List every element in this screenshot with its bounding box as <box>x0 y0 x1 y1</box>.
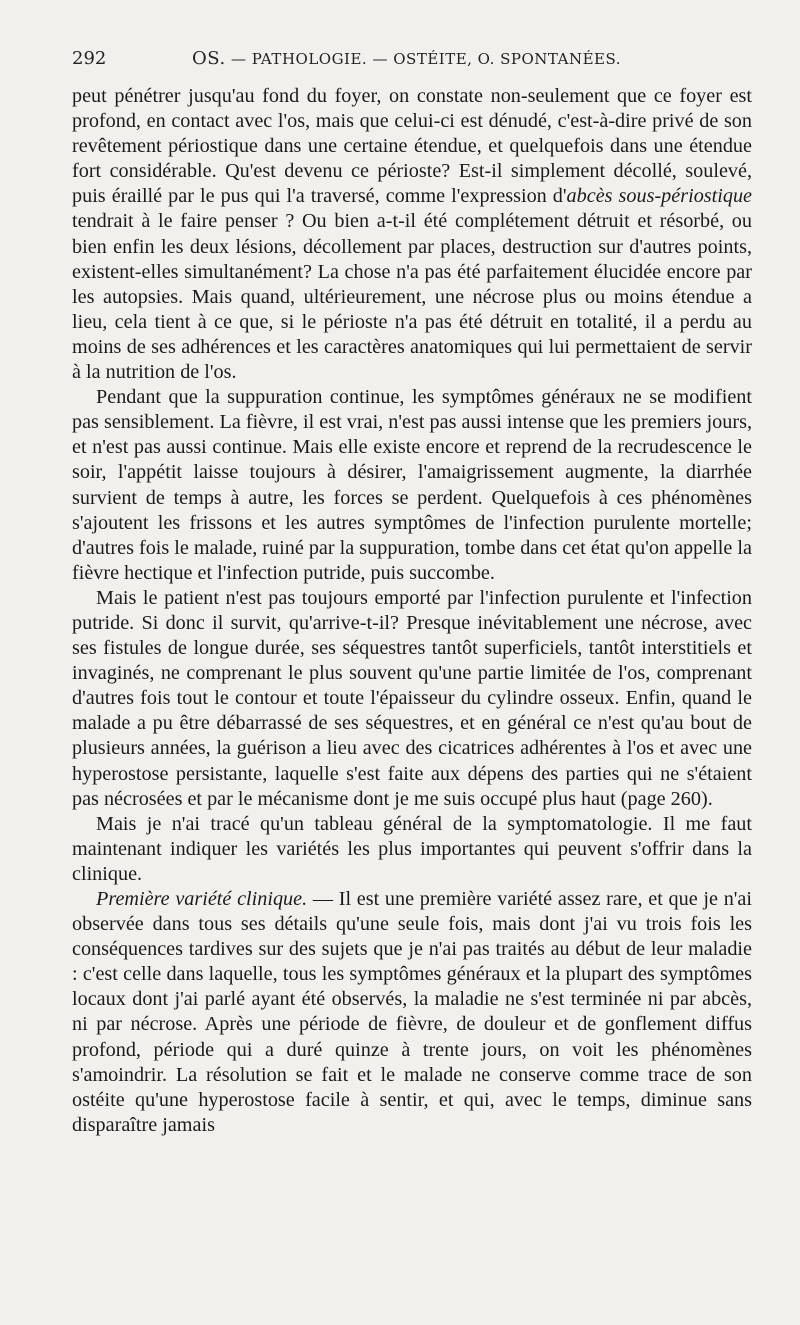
paragraph-2: Pendant que la suppuration continue, les symptômes généraux ne se modifient pas sensiblement. La fièvre, il est vrai, n'est pas aussi intense que les premiers jours, et n'est pas aussi continue. Mais elle existe encore et reprend de la recrudescence le soir, l'appétit laisse toujours à désirer, l'amaigrissement augmente, la diarrhée survient de temps à autre, les forces se perdent. Quelquefois à ces phénomènes s'ajoutent les frissons et les autres symptômes de l'infection purulente mortelle; d'autres fois le malade, ruiné par la suppuration, tombe dans cet état qu'on appelle la fièvre hectique et l'infection putride, puis succombe. <box>72 386 752 584</box>
paragraph-3: Mais le patient n'est pas toujours emporté par l'infection purulente et l'infection putride. Si donc il survit, qu'arrive-t-il? Presque inévitablement une nécrose, avec ses fistules de longue durée, ses séquestres tantôt superficiels, tantôt interstitiels et invaginés, ne comprenant le plus souvent qu'une partie limitée de l'os, comprenant d'autres fois tout le contour et toute l'épaisseur du cylindre osseux. Enfin, quand le malade a pu être débarrassé de ses séquestres, et en général ce n'est qu'au bout de plusieurs années, la guérison a lieu avec des cicatrices adhérentes à l'os et avec une hyperostose persistante, laquelle s'est faite aux dépens des parties qui ne s'étaient pas nécrosées et par le mécanisme dont je me suis occupé plus haut (page 260). <box>72 586 752 810</box>
paragraph-1-text-a: peut pénétrer jusqu'au fond du foyer, on constate non-seulement que ce foyer est profond, en contact avec l'os, mais que celui-ci est dénudé, c'est-à-dire privé de son revêtement périostique dans une certaine étendue, et quelquefois dans une étendue fort considérable. Qu'est devenu ce périoste? Est-il simplement décollé, soulevé, puis éraillé par le pus qui l'a traversé, comme l'expression d' <box>72 85 752 208</box>
book-page <box>72 48 752 1138</box>
paragraph-5 <box>72 887 752 1138</box>
page-number: 292 <box>72 48 107 69</box>
paragraph-1 <box>72 84 752 385</box>
paragraph-5-italic: Première variété clinique. <box>96 888 308 910</box>
paragraph-4: Mais je n'ai tracé qu'un tableau général de la symptomatologie. Il me faut maintenant indiquer les variétés les plus importantes qui peuvent s'offrir dans la clinique. <box>72 812 752 885</box>
page-header <box>72 48 752 76</box>
running-title-os: OS. <box>192 48 226 69</box>
running-title <box>192 48 752 69</box>
running-title-rest: — PATHOLOGIE. — OSTÉITE, O. SPONTANÉES. <box>225 50 621 68</box>
paragraph-1-italic: abcès sous-périostique <box>566 185 753 208</box>
paragraph-5-text: — Il est une première variété assez rare, et que je n'ai observée dans tous ses détails qu'une seule fois, mais dont j'ai vu trois fois les conséquences tardives sur des sujets que je n'ai pas traités au début de leur maladie : c'est celle dans laquelle, tous les symptômes généraux et la plupart des symptômes locaux dont j'ai parlé ayant été observés, la maladie ne s'est terminée ni par abcès, ni par nécrose. Après une période de fièvre, de douleur et de gonflement diffus profond, période qui a duré quinze à trente jours, on voit les phénomènes s'amoindrir. La résolution se fait et le malade ne conserve comme trace de son ostéite qu'une hyperostose facile à sentir, et qui, avec le temps, diminue sans disparaître jamais <box>72 888 752 1136</box>
body-text <box>72 84 752 1138</box>
paragraph-1-text-b: tendrait à le faire penser ? Ou bien a-t-il été complétement détruit et résorbé, ou bien enfin les deux lésions, décollement par places, destruction sur d'autres points, existent-elles simultanément? La chose n'a pas été parfaitement élucidée encore par les autopsies. Mais quand, ultérieurement, une nécrose plus ou moins étendue a lieu, cela tient à ce que, si le périoste n'a pas été détruit en totalité, il a perdu au moins de ses adhérences et les caractères anatomiques qui lui permettaient de servir à la nutrition de l'os. <box>72 210 752 384</box>
